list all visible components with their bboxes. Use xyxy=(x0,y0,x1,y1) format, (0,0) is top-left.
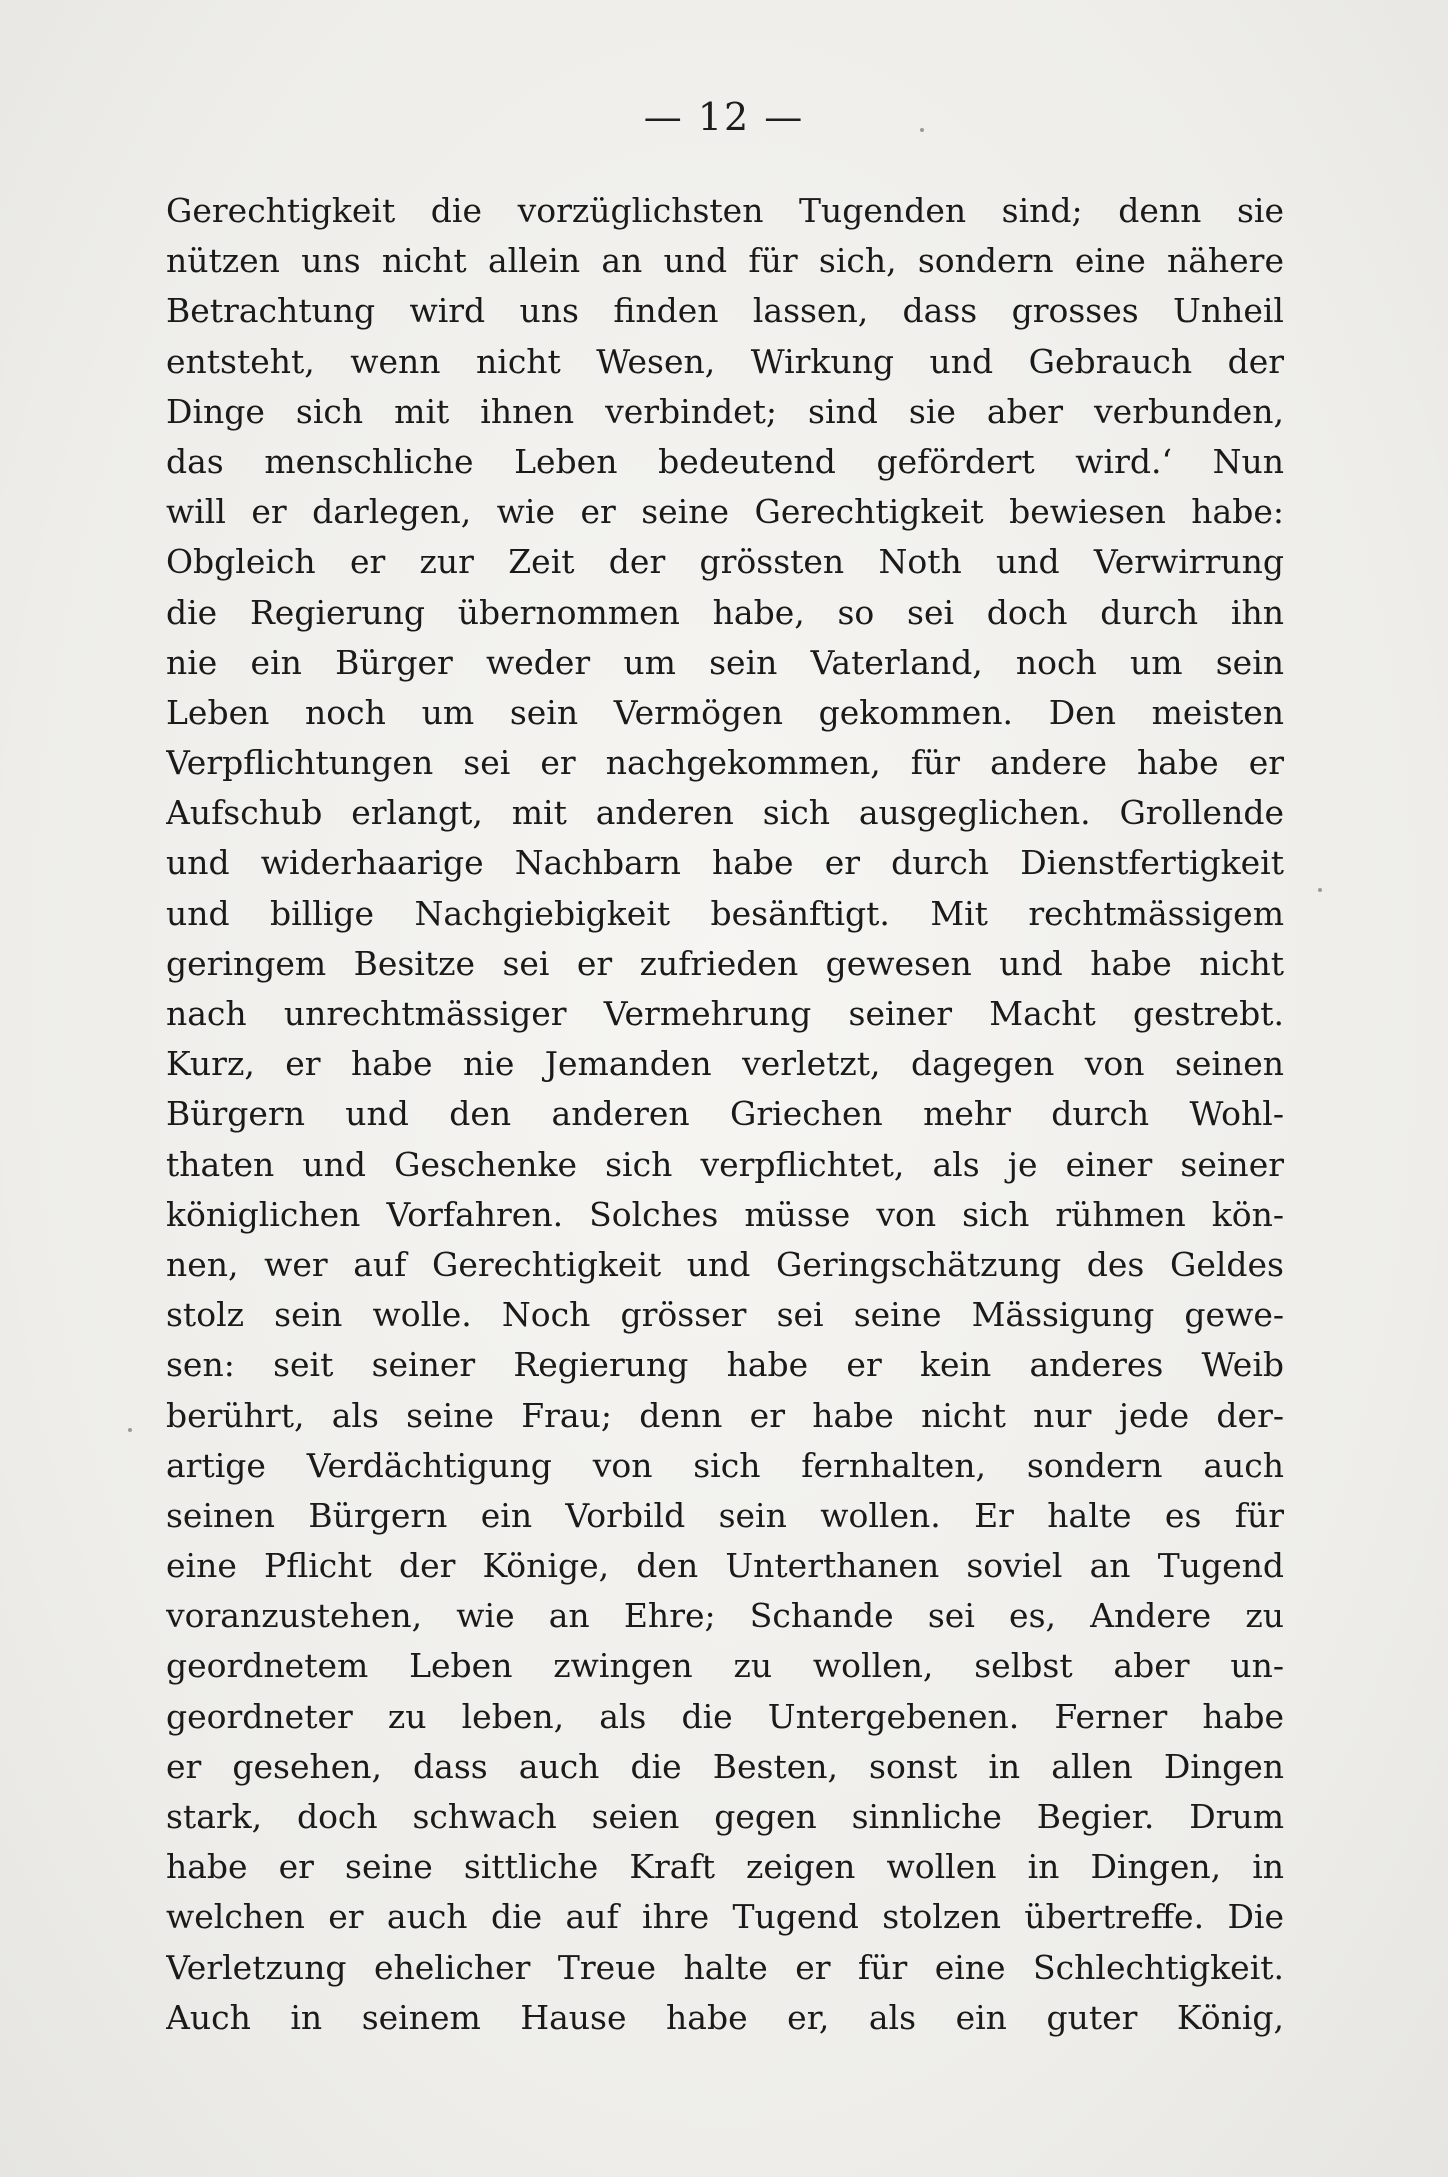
text-line: Verpflichtungen sei er nachgekommen, für andere habe er xyxy=(166,743,1284,783)
text-line: geordnetem Leben zwingen zu wollen, selbst aber un- xyxy=(166,1646,1284,1686)
text-line: nie ein Bürger weder um sein Vaterland, noch um sein xyxy=(166,642,1284,682)
text-line: das menschliche Leben bedeutend gefördert wird.‘ Nun xyxy=(166,441,1284,481)
paper-speck xyxy=(1318,888,1322,892)
text-line: Leben noch um sein Vermögen gekommen. Den meisten xyxy=(166,692,1284,732)
body-text xyxy=(166,186,1284,2043)
text-line: und billige Nachgiebigkeit besänftigt. Mit rechtmässigem xyxy=(166,893,1284,933)
text-line: welchen er auch die auf ihre Tugend stolzen übertreffe. Die xyxy=(166,1897,1284,1937)
text-line: seinen Bürgern ein Vorbild sein wollen. Er halte es für xyxy=(166,1495,1284,1535)
text-line: geordneter zu leben, als die Untergebenen. Ferner habe xyxy=(166,1696,1284,1736)
page-number: — 12 — xyxy=(643,95,805,139)
text-line: thaten und Geschenke sich verpflichtet, als je einer seiner xyxy=(166,1144,1284,1184)
text-line: stark, doch schwach seien gegen sinnliche Begier. Drum xyxy=(166,1797,1284,1836)
text-line: sen: seit seiner Regierung habe er kein anderes Weib xyxy=(166,1345,1284,1385)
text-line: berührt, als seine Frau; denn er habe nicht nur jede der- xyxy=(166,1395,1284,1435)
text-line: Auch in seinem Hause habe er, als ein guter König, xyxy=(166,1997,1284,2037)
text-line: Aufschub erlangt, mit anderen sich ausgeglichen. Grollende xyxy=(166,793,1284,833)
text-line: Dinge sich mit ihnen verbindet; sind sie aber verbunden, xyxy=(166,391,1284,431)
paper-speck xyxy=(128,1428,132,1432)
text-line: und widerhaarige Nachbarn habe er durch Dienstfertigkeit xyxy=(166,843,1284,883)
text-line: Kurz, er habe nie Jemanden verletzt, dagegen von seinen xyxy=(166,1044,1284,1084)
text-line: die Regierung übernommen habe, so sei doch durch ihn xyxy=(166,592,1284,632)
text-line: habe er seine sittliche Kraft zeigen wollen in Dingen, in xyxy=(166,1847,1284,1887)
text-line: eine Pflicht der Könige, den Unterthanen soviel an Tugend xyxy=(166,1546,1284,1586)
paper-speck xyxy=(920,128,924,132)
text-line: nützen uns nicht allein an und für sich, sondern eine nähere xyxy=(166,241,1284,281)
text-line: königlichen Vorfahren. Solches müsse von sich rühmen kön- xyxy=(166,1194,1284,1234)
text-line: nach unrechtmässiger Vermehrung seiner Macht gestrebt. xyxy=(166,994,1284,1033)
text-line: will er darlegen, wie er seine Gerechtigkeit bewiesen habe: xyxy=(166,492,1284,532)
text-line: Betrachtung wird uns finden lassen, dass grosses Unheil xyxy=(166,291,1284,331)
text-line: Verletzung ehelicher Treue halte er für eine Schlechtigkeit. xyxy=(166,1947,1284,1987)
text-line: entsteht, wenn nicht Wesen, Wirkung und Gebrauch der xyxy=(166,341,1284,381)
text-line: stolz sein wolle. Noch grösser sei seine Mässigung gewe- xyxy=(166,1295,1284,1335)
text-line: artige Verdächtigung von sich fernhalten, sondern auch xyxy=(166,1445,1284,1485)
text-line: Bürgern und den anderen Griechen mehr durch Wohl- xyxy=(166,1094,1284,1134)
text-line: er gesehen, dass auch die Besten, sonst in allen Dingen xyxy=(166,1746,1284,1786)
text-line: nen, wer auf Gerechtigkeit und Geringschätzung des Geldes xyxy=(166,1244,1284,1284)
text-line: Obgleich er zur Zeit der grössten Noth und Verwirrung xyxy=(166,542,1284,582)
text-line: voranzustehen, wie an Ehre; Schande sei es, Andere zu xyxy=(166,1596,1284,1636)
text-line: Gerechtigkeit die vorzüglichsten Tugenden sind; denn sie xyxy=(166,191,1284,230)
text-line: geringem Besitze sei er zufrieden gewesen und habe nicht xyxy=(166,943,1284,983)
